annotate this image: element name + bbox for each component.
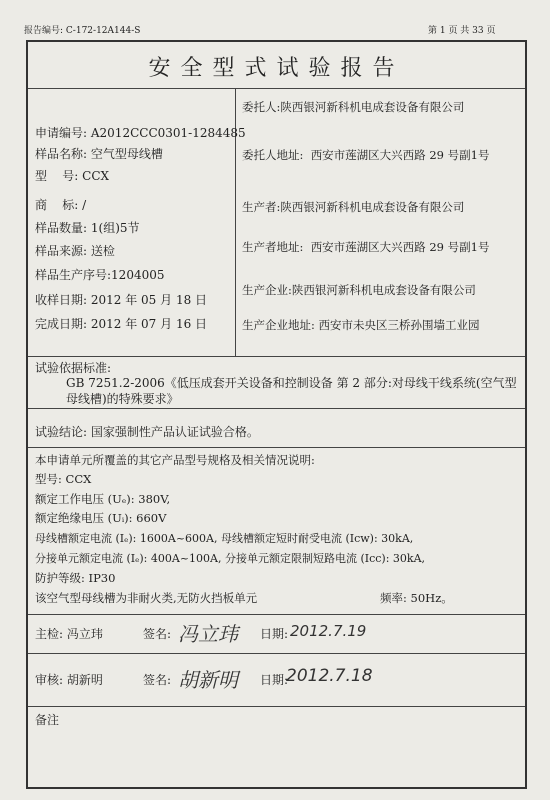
sample-quantity: 样品数量: 1(组)5节 xyxy=(35,221,140,235)
reviewer-sign-label: 签名: xyxy=(143,673,172,687)
report-form xyxy=(26,40,527,789)
basis-label: 试验依据标准: xyxy=(35,361,112,375)
spec-line: 型号: CCX xyxy=(35,472,92,486)
spec-line: 防护等级: IP30 xyxy=(35,571,116,585)
report-number: 报告编号: C-172-12A144-S xyxy=(24,26,141,36)
page-info: 第 1 页 共 33 页 xyxy=(428,26,496,36)
rule xyxy=(28,653,525,654)
remarks-label: 备注 xyxy=(35,713,60,727)
reviewer-signature: 胡新明 xyxy=(178,668,238,692)
rule xyxy=(28,88,525,89)
client: 委托人:陕西银河新科机电成套设备有限公司 xyxy=(242,100,465,114)
application-number: 申请编号: A2012CCC0301-1284485 xyxy=(35,126,246,140)
examiner-date: 2012.7.19 xyxy=(290,622,367,640)
spec-line: 母线槽额定电流 (Iₑ): 1600A~600A, 母线槽额定短时耐受电流 (Icw): 30kA, xyxy=(35,532,414,545)
sample-name: 样品名称: 空气型母线槽 xyxy=(35,147,163,161)
basis-standard: GB 7251.2-2006《低压成套开关设备和控制设备 第 2 部分:对母线干线系统(空气型母线槽)的特殊要求》 xyxy=(66,376,517,406)
rule xyxy=(28,408,525,409)
examiner-signature: 冯立玮 xyxy=(178,622,238,646)
report-title: 安全型式试验报告 xyxy=(148,56,405,81)
reviewer-date-label: 日期: xyxy=(260,673,289,687)
spec-line: 额定绝缘电压 (Uᵢ): 660V xyxy=(35,511,167,525)
received-date: 收样日期: 2012 年 05 月 18 日 xyxy=(35,293,208,307)
rule xyxy=(28,356,525,357)
spec-line: 分接单元额定电流 (Iₑ): 400A~100A, 分接单元额定限制短路电流 (Icc): 30kA, xyxy=(35,552,426,565)
rule xyxy=(28,706,525,707)
sample-serial: 样品生产序号:1204005 xyxy=(35,268,165,282)
examiner: 主检: 冯立玮 xyxy=(35,627,103,641)
specs-intro: 本申请单元所覆盖的其它产品型号规格及相关情况说明: xyxy=(35,453,315,467)
factory: 生产企业:陕西银河新科机电成套设备有限公司 xyxy=(242,283,476,297)
reviewer-date: 2012.7.18 xyxy=(286,666,373,686)
examiner-date-label: 日期: xyxy=(260,627,289,641)
model: 型 号: CCX xyxy=(35,169,110,183)
conclusion: 试验结论: 国家强制性产品认证试验合格。 xyxy=(35,425,259,439)
producer: 生产者:陕西银河新科机电成套设备有限公司 xyxy=(242,200,465,214)
reviewer: 审核: 胡新明 xyxy=(35,673,103,687)
client-address: 委托人地址: 西安市莲湖区大兴西路 29 号副1号 xyxy=(242,148,490,162)
producer-address: 生产者地址: 西安市莲湖区大兴西路 29 号副1号 xyxy=(242,240,490,254)
completed-date: 完成日期: 2012 年 07 月 16 日 xyxy=(35,317,208,331)
spec-line: 额定工作电压 (Uₑ): 380V, xyxy=(35,492,171,506)
examiner-sign-label: 签名: xyxy=(143,627,172,641)
spec-frequency: 频率: 50Hz。 xyxy=(380,591,453,605)
brand: 商 标: / xyxy=(35,198,87,212)
factory-address: 生产企业地址: 西安市未央区三桥孙围墙工业园 xyxy=(242,318,480,332)
rule xyxy=(28,447,525,448)
rule xyxy=(28,614,525,615)
spec-fire-note: 该空气型母线槽为非耐火类,无防火挡板单元 xyxy=(35,591,258,605)
sample-source: 样品来源: 送检 xyxy=(35,244,115,258)
